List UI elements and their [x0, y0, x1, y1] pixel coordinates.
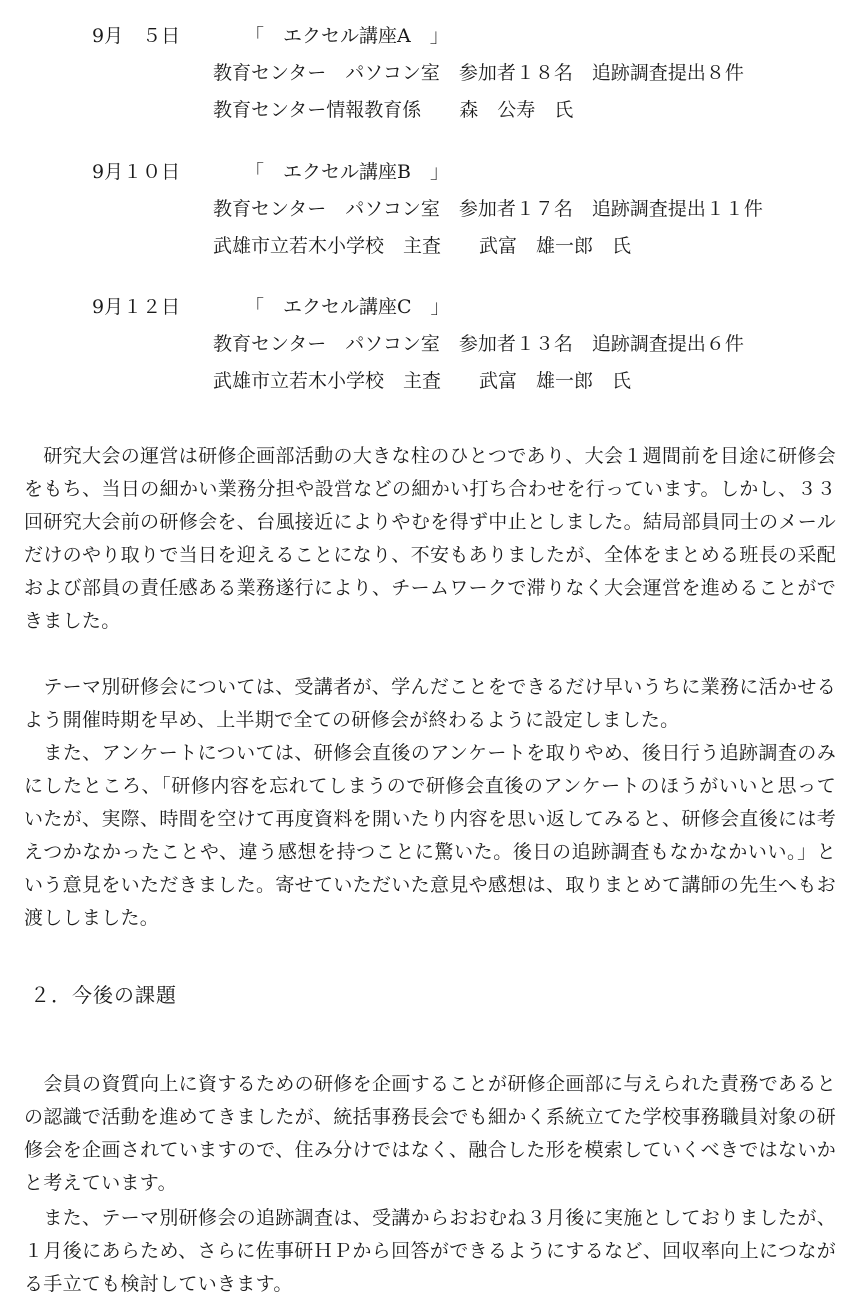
paragraph-theme-training: テーマ別研修会については、受講者が、学んだことをできるだけ早いうちに業務に活かせるよう開催時期を早め、上半期で全ての研修会が終わるように設定しました。 [24, 676, 836, 731]
session-date: 9月 ５日 [92, 25, 181, 47]
session-title: 「 エクセル講座C 」 [245, 296, 450, 318]
session-title: 「 エクセル講座B 」 [245, 161, 449, 183]
session-date: 9月１２日 [92, 296, 181, 318]
session-venue: 教育センター パソコン室 参加者１３名 追跡調査提出６件 [213, 333, 744, 355]
session-venue: 教育センター パソコン室 参加者１７名 追跡調査提出１１件 [213, 198, 763, 220]
session-title: 「 エクセル講座A 」 [245, 25, 449, 47]
session-venue: 教育センター パソコン室 参加者１８名 追跡調査提出８件 [213, 62, 744, 84]
paragraph-research-conference: 研究大会の運営は研修企画部活動の大きな柱のひとつであり、大会１週間前を目途に研修会をもち、当日の細かい業務分担や設営などの細かい打ち合わせを行っています。しかし、３３回研究大会前の研修会を、台風接近によりやむを得ず中止としました。結局部員同士のメールだけのやり取りで当日を迎えることになり、不安もありましたが、全体をまとめる班長の采配および部員の責任感ある業務遂行により、チームワークで滞りなく大会運営を進めることができました。 [24, 445, 836, 632]
session-lecturer: 教育センター情報教育係 森 公寿 氏 [213, 99, 574, 121]
paragraph-future-survey: また、テーマ別研修会の追跡調査は、受講からおおむね３月後に実施としておりましたが、１月後にあらため、さらに佐事研ＨＰから回答ができるようにするなど、回収率向上につながる手立ても検討していきます。 [24, 1207, 836, 1295]
session-lecturer: 武雄市立若木小学校 主査 武富 雄一郎 氏 [213, 370, 632, 392]
paragraph-future-training: 会員の資質向上に資するための研修を企画することが研修企画部に与えられた責務であるとの認識で活動を進めてきましたが、統括事務長会でも細かく系統立てた学校事務職員対象の研修会を企画されていますので、住み分けではなく、融合した形を模索していくべきではないかと考えています。 [24, 1073, 836, 1194]
session-lecturer: 武雄市立若木小学校 主査 武富 雄一郎 氏 [213, 235, 632, 257]
session-date: 9月１０日 [92, 161, 181, 183]
section-heading-future-issues: ２．今後の課題 [30, 983, 177, 1007]
paragraph-survey: また、アンケートについては、研修会直後のアンケートを取りやめ、後日行う追跡調査のみにしたところ、「研修内容を忘れてしまうので研修会直後のアンケートのほうがいいと思っていたが、実際、時間を空けて再度資料を開いたり内容を思い返してみると、研修会直後には考えつかなかったことや、違う感想を持つことに驚いた。後日の追跡調査もなかなかいい。」という意見をいただきました。寄せていただいた意見や感想は、取りまとめて講師の先生へもお渡ししました。 [24, 742, 836, 929]
